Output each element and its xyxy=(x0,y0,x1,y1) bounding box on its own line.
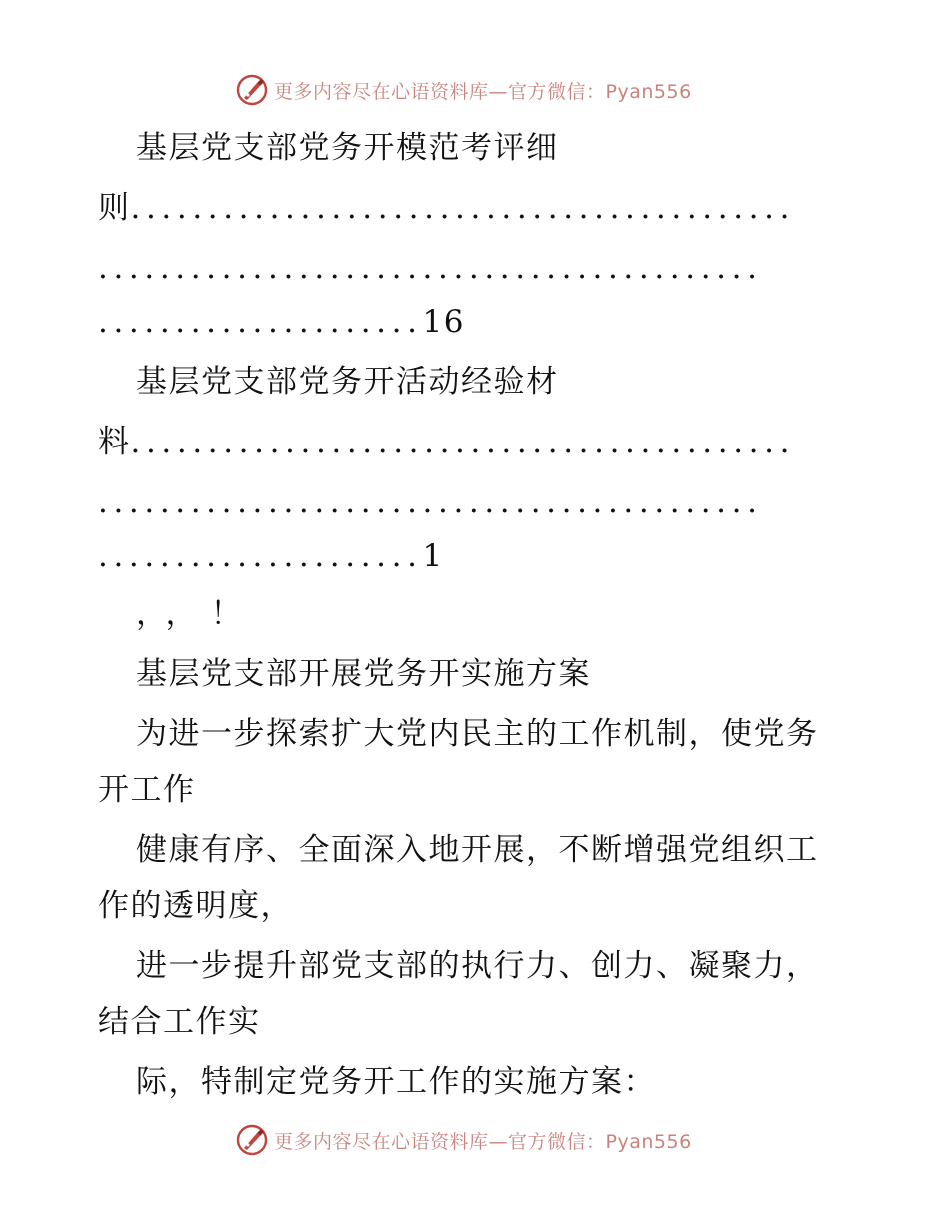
body-line: 进一步提升部党支部的执行力、创力、凝聚力， xyxy=(136,948,819,984)
footer-watermark xyxy=(236,1123,692,1157)
header-watermark xyxy=(236,73,692,107)
toc-entry-2-line-3 xyxy=(98,532,858,580)
body-line: 际，特制定党务开工作的实施方案： xyxy=(136,1064,656,1100)
toc-entry-1-page-number: 16 xyxy=(422,304,465,340)
toc-entry-1-line-1 xyxy=(98,184,858,232)
pen-logo-icon xyxy=(236,1124,268,1156)
watermark-text: 更多内容尽在心语资料库—官方微信：Pyan556 xyxy=(274,80,692,103)
toc-entry-1-line-2: ........................................... xyxy=(98,250,763,286)
toc-leader-dots: ..................... xyxy=(98,304,423,340)
watermark-text: 更多内容尽在心语资料库—官方微信：Pyan556 xyxy=(274,1130,692,1153)
toc-leader-dots: ........................................... xyxy=(130,424,796,460)
toc-leader-dots: ..................... xyxy=(98,538,423,574)
toc-entry-2-page-number: 1 xyxy=(422,538,444,574)
body-line: 结合工作实 xyxy=(98,1004,261,1040)
toc-entry-1-line-3 xyxy=(98,298,858,346)
section-heading: 基层党支部开展党务开实施方案 xyxy=(136,656,591,692)
toc-entry-2-line-2: ........................................... xyxy=(98,484,763,520)
stray-punctuation: ，，！ xyxy=(136,596,256,632)
body-line: 为进一步探索扩大党内民主的工作机制，使党务 xyxy=(136,716,819,752)
toc-entry-1-cont-char: 则 xyxy=(98,190,131,226)
toc-entry-2-cont-char: 料 xyxy=(98,424,131,460)
toc-entry-2-title: 基层党支部党务开活动经验材 xyxy=(136,364,559,400)
body-line: 开工作 xyxy=(98,772,196,808)
body-line: 健康有序、全面深入地开展，不断增强党组织工 xyxy=(136,832,819,868)
body-line: 作的透明度， xyxy=(98,888,293,924)
toc-entry-2-line-1 xyxy=(98,418,858,466)
toc-entry-1-title: 基层党支部党务开模范考评细 xyxy=(136,130,559,166)
toc-leader-dots: ........................................... xyxy=(130,190,796,226)
pen-logo-icon xyxy=(236,74,268,106)
